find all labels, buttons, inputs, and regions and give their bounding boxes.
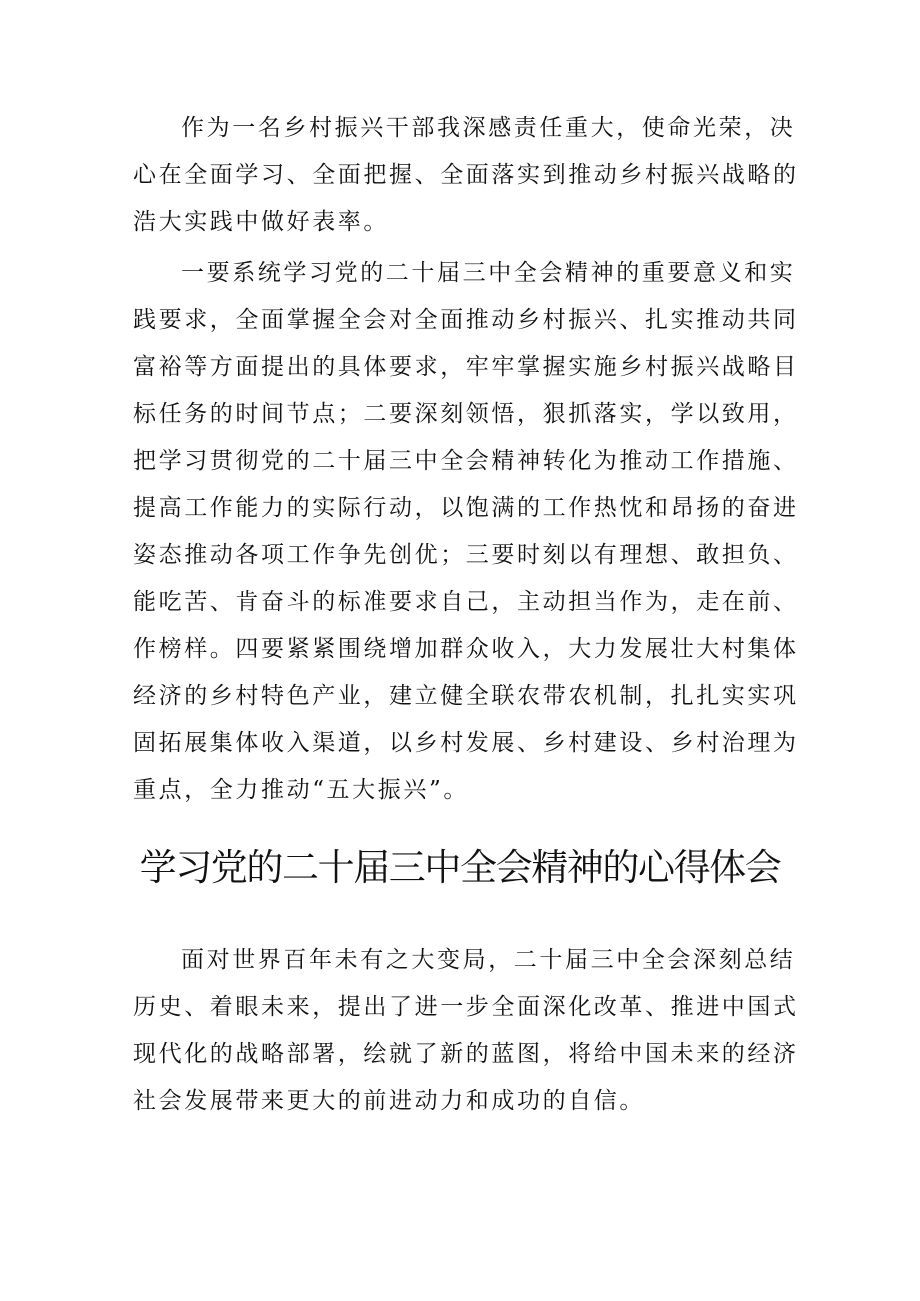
section-heading: 学习党的二十届三中全会精神的心得体会 <box>139 846 781 889</box>
section-paragraph-1: 面对世界百年未有之大变局，二十届三中全会深刻总结历史、着眼未来，提出了进一步全面深化改革、推进中国式现代化的战略部署，绘就了新的蓝图，将给中国未来的经济社会发展带来更大的前进动力和成功的自信。 <box>133 947 799 1114</box>
body-paragraph-2: 一要系统学习党的二十届三中全会精神的重要意义和实践要求，全面掌握全会对全面推动乡村振兴、扎实推动共同富裕等方面提出的具体要求，牢牢掌握实施乡村振兴战略目标任务的时间节点；二要深刻领悟，狠抓落实，学以致用，把学习贯彻党的二十届三中全会精神转化为推动工作措施、提高工作能力的实际行动，以饱满的工作热忱和昂扬的奋进姿态推动各项工作争先创优；三要时刻以有理想、敢担负、能吃苦、肯奋斗的标准要求自己，主动担当作为，走在前、作榜样。四要紧紧围绕增加群众收入，大力发展壮大村集体经济的乡村特色产业，建立健全联农带农机制，扎扎实实巩固拓展集体收入渠道，以乡村发展、乡村建设、乡村治理为重点，全力推动“五大振兴”。 <box>133 260 799 803</box>
body-paragraph-1: 作为一名乡村振兴干部我深感责任重大，使命光荣，决心在全面学习、全面把握、全面落实到推动乡村振兴战略的浩大实践中做好表率。 <box>133 115 799 235</box>
